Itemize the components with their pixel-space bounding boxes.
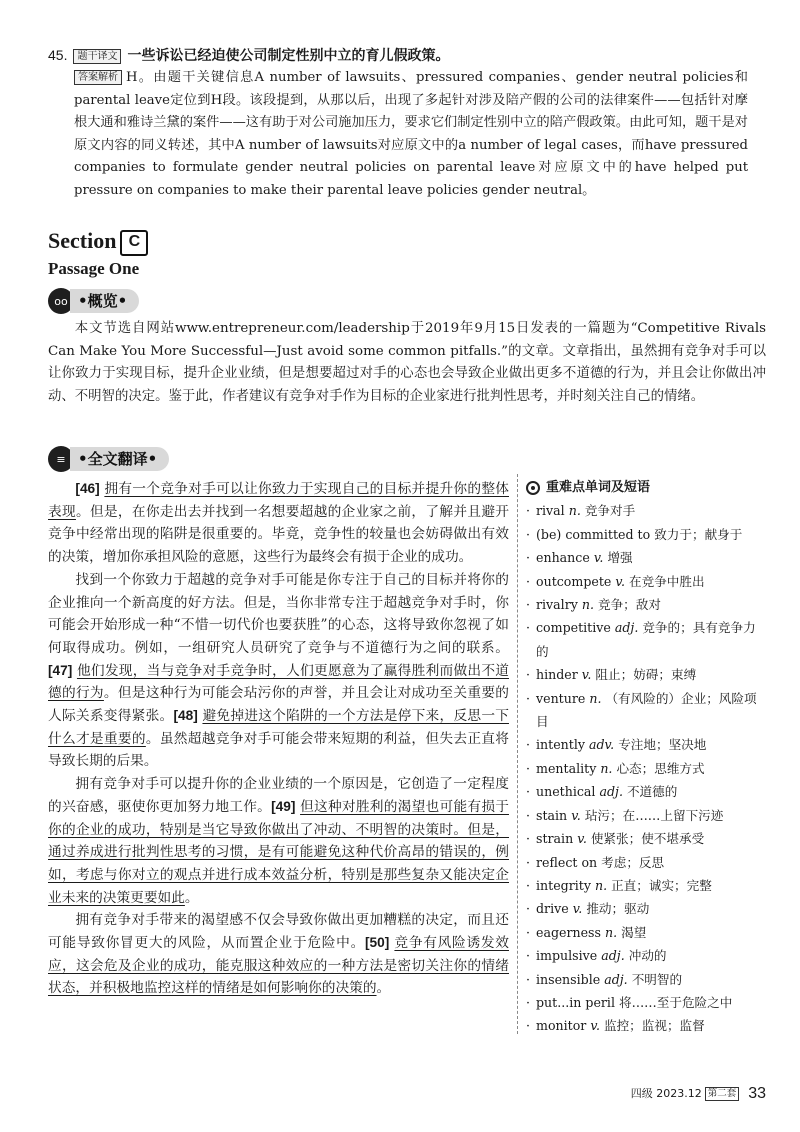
answer-explanation: [74, 67, 748, 203]
vocab-word: hinder: [536, 667, 582, 683]
passage-title: Passage One: [48, 259, 140, 278]
vocab-pos: n.: [605, 924, 618, 940]
vocab-item: [526, 616, 766, 663]
issue-badge: 第二套: [705, 1087, 740, 1101]
answer-tag: 答案解析: [74, 70, 122, 85]
vocab-definition: 正直；诚实；完整: [607, 877, 712, 893]
vocab-pos: n.: [568, 503, 581, 519]
vocab-pos: adj.: [604, 971, 628, 987]
question-marker-48: [48]: [173, 708, 198, 724]
key-sentence-46: 拥有一个竞争对手可以让你致力于实现自己的目标并提升你的整体表现: [48, 481, 509, 520]
vocab-word: integrity: [536, 877, 595, 893]
vocab-pos: adj.: [601, 948, 625, 964]
vocab-item: [526, 570, 766, 593]
vocabulary-list: [526, 499, 766, 1037]
vocab-pos: v.: [590, 1018, 600, 1034]
page-footer: [631, 1085, 766, 1103]
vocab-pos: adj.: [599, 784, 623, 800]
vocabulary-sidebar: [526, 476, 766, 1038]
vocab-pos: n.: [600, 760, 613, 776]
section-title: Section C: [48, 227, 148, 256]
vocab-pos: v.: [571, 807, 581, 823]
vocab-word: insensible: [536, 971, 605, 987]
vocab-word: venture: [536, 690, 590, 706]
vocab-pos: v.: [581, 667, 592, 683]
paragraph-1: [46] 拥有一个竞争对手可以让你致力于实现自己的目标并提升你的整体表现。但是，在你走出去并找到一名想要超越的企业家之前，了解并且避开竞争中经常出现的陷阱是很重要的。毕竟，竞争性的较量也会妨碍做出有效的决策，增加你承担风险的意愿，这些行为最终会有损于企业的成功。: [48, 481, 509, 566]
translation-tag: 题干译文: [73, 49, 121, 64]
key-sentence-47: 他们发现，当与竞争对手竞争时，人们更愿意为了赢得胜利而做出不道德的行为: [48, 662, 509, 702]
key-sentence-48: 避免掉进这个陷阱的一个方法是停下来，反思一下什么才是重要的: [48, 708, 509, 747]
translation-body: [48, 478, 509, 1000]
question-marker-47: [47]: [48, 662, 73, 678]
vocab-pos: n.: [589, 690, 602, 706]
vocab-word: eagerness: [536, 924, 605, 940]
overview-text: 本文节选自网站www.entrepreneur.com/leadership于2019年9月15日发表的一篇题为“Competitive Rivals Can Make You More Successful—Just avoid some common pitfalls.”的文章。文章指出，虽然拥有竞争对手可以让你致力于实现目标，提升企业业绩，但是想要超过对手的心态也会导致企业做出更多不道德的行为，并且会让你做出冲动、不明智的决定。鉴于此，作者建议有竞争对手作为目标的企业家进行批判性思考，并时刻关注自己的情绪。: [48, 321, 766, 404]
vocab-pos: n.: [594, 877, 608, 893]
document-icon: ≡: [48, 446, 74, 472]
vocab-definition: 推动；驱动: [582, 901, 650, 917]
vocab-word: unethical: [536, 784, 600, 800]
vocab-definition: 增强: [603, 550, 633, 566]
translation-heading-label: •全文翻译•: [70, 447, 169, 471]
vocab-definition: 心态；思维方式: [612, 760, 705, 776]
vocab-item: [526, 804, 766, 827]
column-divider: [517, 474, 518, 1034]
vocab-item: [526, 523, 766, 546]
translation-heading: [48, 446, 169, 472]
vocab-item: [526, 546, 766, 569]
vocab-word: impulsive: [536, 948, 602, 964]
question-marker-50: [50]: [365, 935, 390, 951]
question-45: [48, 44, 748, 203]
vocab-definition: 不明智的: [627, 971, 683, 987]
vocab-item: [526, 1014, 766, 1037]
vocab-word: competitive: [536, 620, 615, 636]
vocab-word: rival: [536, 503, 569, 519]
vocab-item: [526, 827, 766, 850]
vocab-pos: v.: [615, 573, 625, 589]
vocab-word: intently: [536, 737, 589, 753]
vocab-definition: 将……至于危险之中: [614, 994, 733, 1010]
paragraph-3: 拥有竞争对手可以提升你的企业业绩的一个原因是，它创造了一定程度的兴奋感，驱使你更加努力地工作。[49] 但这种对胜利的渴望也可能有损于你的企业的成功，特别是当它导致你做出了冲动、不明智的决策时。但是，通过养成进行批判性思考的习惯，是有可能避免这种代价高昂的错误的，例如，考虑与你对立的观点并进行成本效益分析，特别是那些复杂又能决定企业未来的决策更要如此。: [48, 776, 509, 906]
vocab-item: [526, 897, 766, 920]
page-number: 33: [748, 1085, 766, 1102]
vocab-item: [526, 944, 766, 967]
vocab-item: [526, 991, 766, 1014]
target-icon: [526, 481, 540, 495]
vocab-item: [526, 921, 766, 944]
vocab-pos: v.: [593, 550, 604, 566]
vocab-item: [526, 780, 766, 803]
vocab-pos: adj.: [614, 620, 639, 636]
vocab-word: put...in peril: [536, 994, 615, 1010]
section-badge: C: [120, 230, 148, 256]
vocab-word: mentality: [536, 760, 601, 776]
vocab-pos: v.: [577, 831, 587, 847]
vocab-item: [526, 593, 766, 616]
vocab-pos: v.: [572, 901, 583, 917]
question-title: 一些诉讼已经迫使公司制定性别中立的育儿假政策。: [127, 48, 450, 64]
vocab-word: rivalry: [536, 597, 582, 613]
vocab-word: reflect on: [536, 854, 598, 870]
vocab-item: [526, 851, 766, 874]
paragraph-4: 拥有竞争对手带来的渴望感不仅会导致你做出更加糟糕的决定，而且还可能导致你冒更大的风险，从而置企业于危险中。[50] 竞争有风险诱发效应，这会危及企业的成功，能克服这种效应的一种方法是密切关注你的情绪状态，并积极地监控这样的情绪是如何影响你的决策的。: [48, 912, 509, 997]
vocab-item: [526, 663, 766, 686]
overview-heading-label: •概览•: [70, 289, 139, 313]
glasses-icon: oo: [48, 288, 74, 314]
vocab-word: strain: [536, 831, 578, 847]
vocab-word: (be) committed to: [536, 526, 651, 542]
vocab-definition: 冲动的: [624, 948, 667, 964]
vocab-definition: 在竞争中胜出: [625, 573, 705, 589]
vocab-word: outcompete: [536, 573, 616, 589]
vocab-item: [526, 757, 766, 780]
vocab-definition: 竞争对手: [580, 503, 636, 519]
vocab-definition: 使紧张；使不堪承受: [586, 831, 705, 847]
vocab-definition: 竞争；敌对: [593, 597, 661, 613]
question-number: 45.: [48, 47, 68, 63]
key-sentence-50: 竞争有风险诱发效应，这会危及企业的成功，能克服这种效应的一种方法是密切关注你的情绪状态，并积极地监控这样的情绪是如何影响你的决策的: [48, 935, 509, 997]
vocabulary-heading: 重难点单词及短语: [526, 476, 766, 499]
vocab-word: drive: [536, 901, 573, 917]
vocab-item: [526, 968, 766, 991]
vocab-definition: 阻止；妨碍；束缚: [591, 667, 697, 683]
paragraph-2: 找到一个你致力于超越的竞争对手可能是你专注于自己的目标并将你的企业推向一个新高度的好方法。但是，当你非常专注于超越竞争对手时，你可能会开始形成一种“不惜一切代价也要获胜”的心态，这将导致你忽视了如何取得成功。例如，一组研究人员研究了竞争与不道德行为之间的联系。[47] 他们发现，当与竞争对手竞争时，人们更愿意为了赢得胜利而做出不道德的行为。但是这种行为可能会玷污你的声誉，并且会让对成功至关重要的人际关系变得紧张。[48] 避免掉进这个陷阱的一个方法是停下来，反思一下什么才是重要的。虽然超越竞争对手可能会带来短期的利益，但失去正直将导致长期的后果。: [48, 571, 509, 770]
vocab-definition: 渴望: [617, 924, 647, 940]
vocab-definition: 不道德的: [622, 784, 678, 800]
vocab-definition: 竞争的；具有竞争力的: [536, 620, 756, 659]
vocab-pos: n.: [581, 597, 594, 613]
vocab-definition: 致力于；献身于: [650, 526, 743, 542]
vocab-definition: 监控；监视；监督: [599, 1018, 705, 1034]
vocab-item: [526, 733, 766, 756]
vocab-item: [526, 499, 766, 522]
vocab-definition: 玷污；在……上留下污迹: [580, 807, 724, 823]
vocab-item: [526, 687, 766, 734]
vocab-word: enhance: [536, 550, 594, 566]
overview-heading: [48, 288, 139, 314]
vocab-word: monitor: [536, 1018, 591, 1034]
vocab-item: [526, 874, 766, 897]
vocab-definition: （有风险的）企业；风险项目: [536, 690, 757, 730]
question-marker-49: [49]: [271, 798, 296, 814]
vocab-pos: adv.: [588, 737, 615, 753]
question-marker-46: [46]: [75, 481, 100, 496]
key-sentence-49: 但这种对胜利的渴望也可能有损于你的企业的成功，特别是当它导致你做出了冲动、不明智的决策时。但是，通过养成进行批判性思考的习惯，是有可能避免这种代价高昂的错误的，例如，考虑与你对立的观点并进行成本效益分析，特别是那些复杂又能决定企业未来的决策更要如此: [48, 798, 509, 906]
journal-label: 四级 2023.12: [630, 1087, 702, 1100]
answer-text: H。由题干关键信息A number of lawsuits、pressured companies、gender neutral policies和parental leave定位到H段。该段提到，从那以后，出现了多起针对涉及陪产假的公司的法律案件——包括针对摩根大通和雅诗兰黛的案件——这有助于对公司施加压力，要求它们制定性别中立的陪产假政策。由此可知，题干是对原文内容的同义转述，其中A number of lawsuits对应原文中的a number of legal cases，而have pressured companies to formulate gender neutral policies on parental leave对应原文中的have helped put pressure on companies to make their parental leave policies gender neutral。: [74, 70, 748, 198]
vocab-definition: 考虑；反思: [597, 854, 665, 870]
vocab-word: stain: [536, 807, 572, 823]
vocab-definition: 专注地；坚决地: [614, 737, 707, 753]
